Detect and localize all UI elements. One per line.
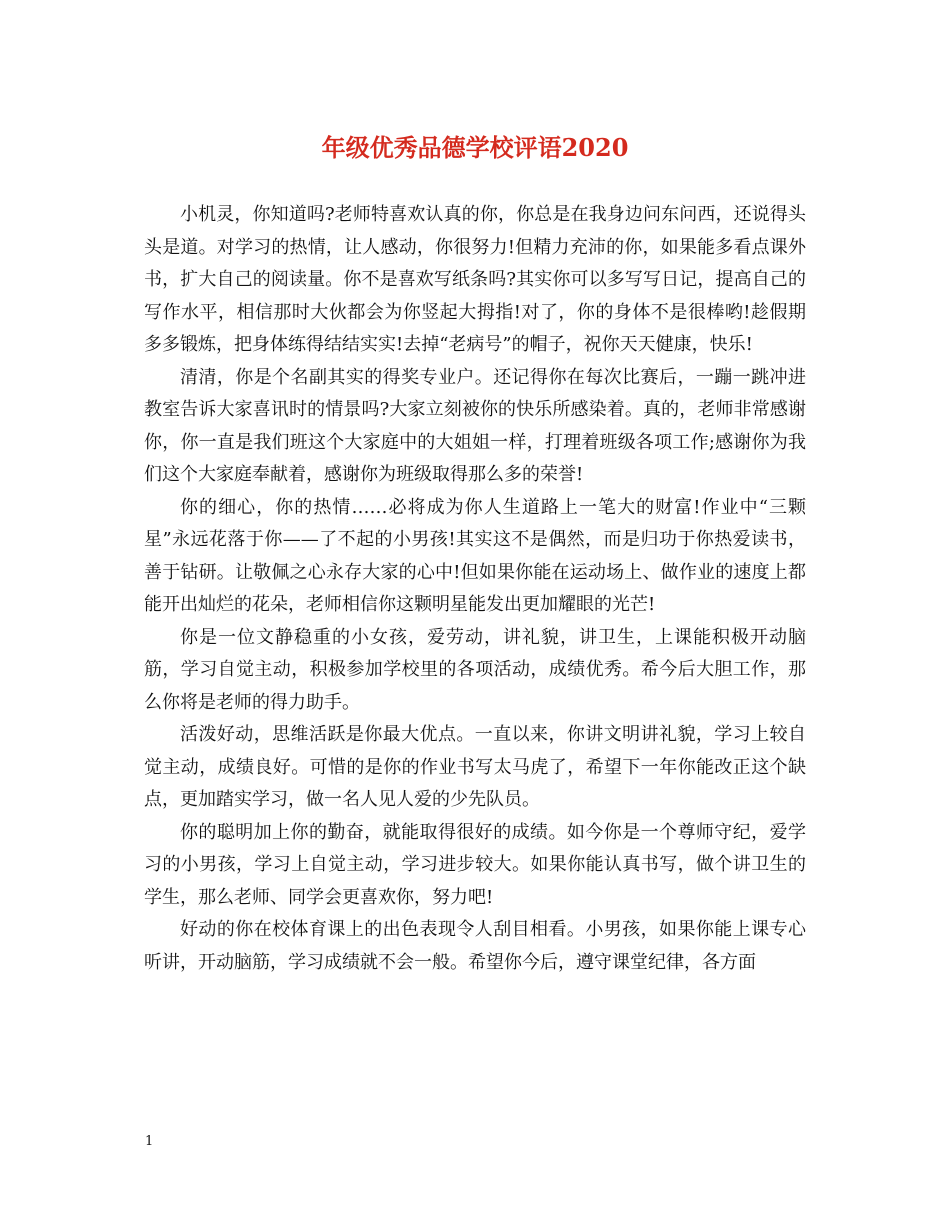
paragraph-1: 小机灵，你知道吗?老师特喜欢认真的你，你总是在我身边问东问西，还说得头头是道。对学习的热情，让人感动，你很努力!但精力充沛的你，如果能多看点课外书，扩大自己的阅读量。你不是喜欢写纸条吗?其实你可以多写写日记，提高自己的写作水平，相信那时大伙都会为你竖起大拇指!对了，你的身体不是很棒哟!趁假期多多锻炼，把身体练得结结实实!去掉“老病号”的帽子，祝你天天健康，快乐! — [144, 204, 806, 355]
document-title: 年级优秀品德学校评语2020 — [321, 133, 629, 162]
paragraph-2: 清清，你是个名副其实的得奖专业户。还记得你在每次比赛后，一蹦一跳冲进教室告诉大家喜讯时的情景吗?大家立刻被你的快乐所感染着。真的，老师非常感谢你，你一直是我们班这个大家庭中的大姐姐一样，打理着班级各项工作;感谢你为我们这个大家庭奉献着，感谢你为班级取得那么多的荣誉! — [144, 366, 806, 485]
paragraph-7: 好动的你在校体育课上的出色表现令人刮目相看。小男孩，如果你能上课专心听讲，开动脑筋，学习成绩就不会一般。希望你今后，遵守课堂纪律，各方面 — [144, 919, 806, 973]
paragraph-3: 你的细心，你的热情……必将成为你人生道路上一笔大的财富!作业中“三颗星”永远花落于你——了不起的小男孩!其实这不是偶然，而是归功于你热爱读书，善于钻研。让敬佩之心永存大家的心中!但如果你能在运动场上、做作业的速度上都能开出灿烂的花朵，老师相信你这颗明星能发出更加耀眼的光芒! — [144, 496, 806, 615]
document-body — [144, 199, 806, 979]
paragraph-6: 你的聪明加上你的勤奋，就能取得很好的成绩。如今你是一个尊师守纪，爱学习的小男孩，学习上自觉主动，学习进步较大。如果你能认真书写，做个讲卫生的学生，那么老师、同学会更喜欢你，努力吧! — [144, 821, 806, 908]
paragraph-5: 活泼好动，思维活跃是你最大优点。一直以来，你讲文明讲礼貌，学习上较自觉主动，成绩良好。可惜的是你的作业书写太马虎了，希望下一年你能改正这个缺点，更加踏实学习，做一名人见人爱的少先队员。 — [144, 724, 806, 810]
page-number: 1 — [145, 1134, 154, 1149]
paragraph-4: 你是一位文静稳重的小女孩，爱劳动，讲礼貌，讲卫生，上课能积极开动脑筋，学习自觉主动，积极参加学校里的各项活动，成绩优秀。希今后大胆工作，那么你将是老师的得力助手。 — [144, 626, 806, 713]
